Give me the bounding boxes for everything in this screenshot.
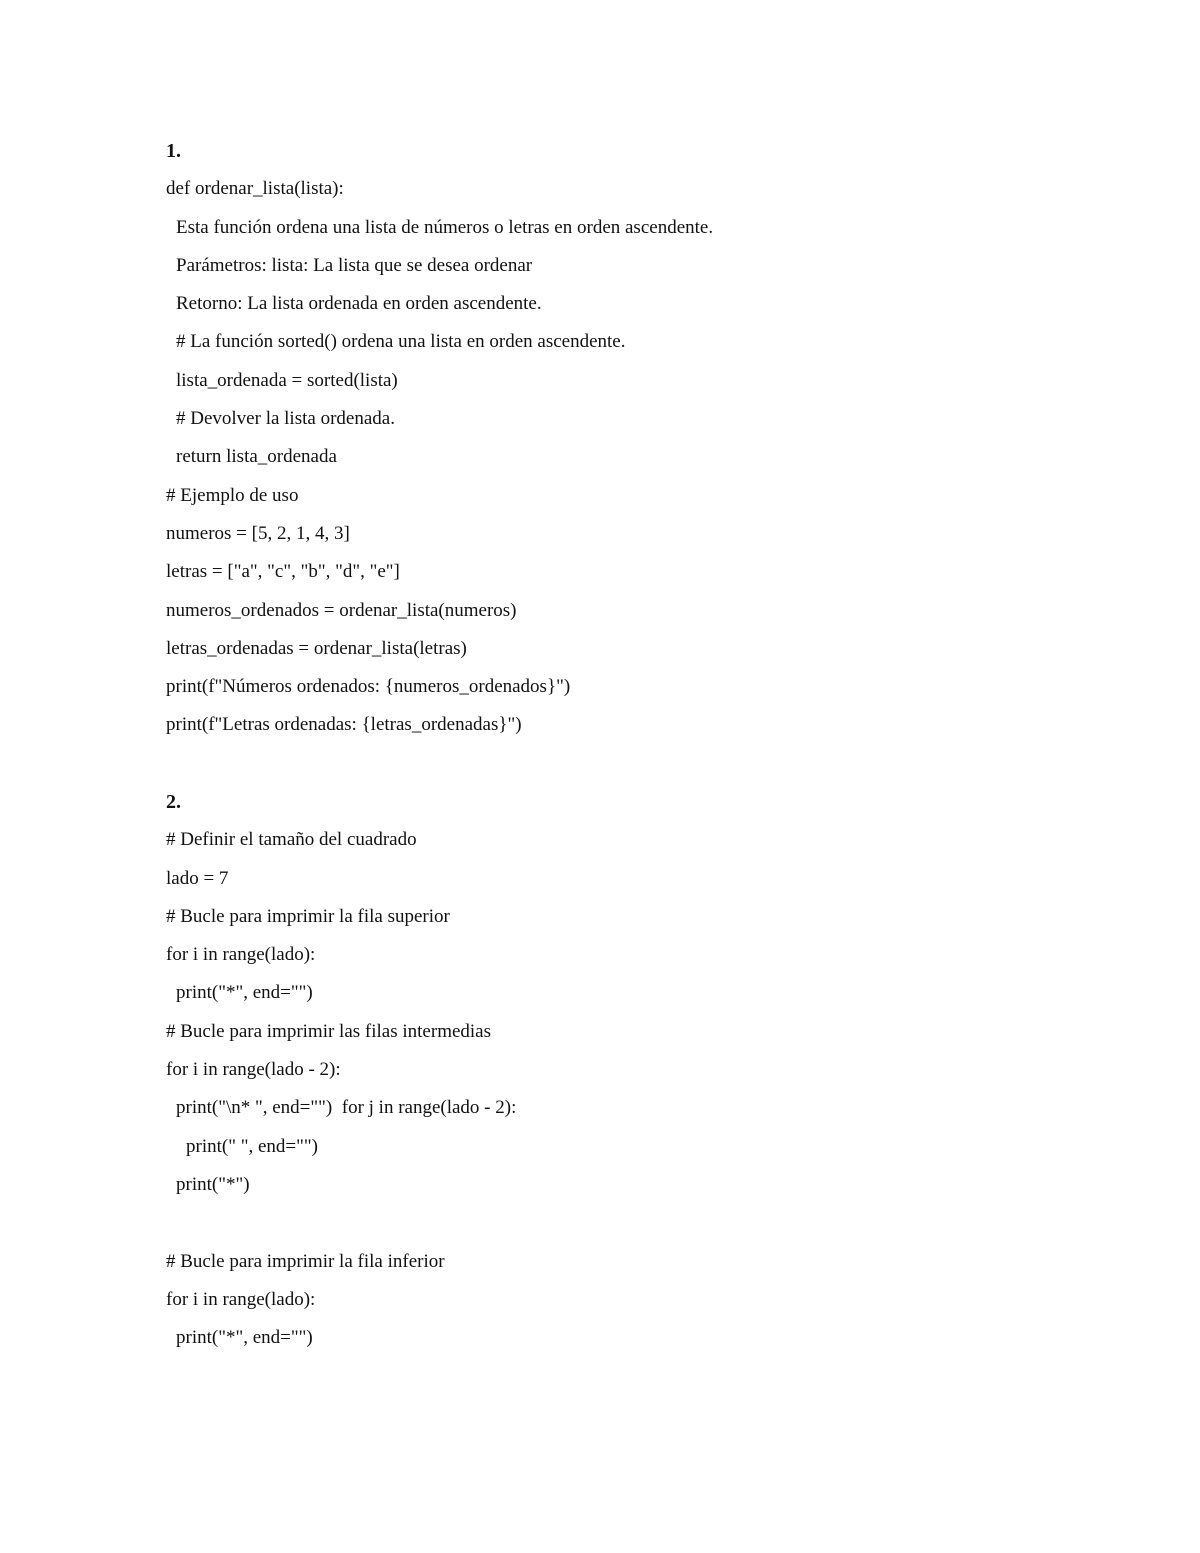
code-line: for i in range(lado - 2): bbox=[166, 1059, 341, 1081]
code-line: # Bucle para imprimir las filas intermedias bbox=[166, 1020, 492, 1042]
section-1-heading: 1. bbox=[166, 140, 181, 162]
code-line: letras = ["a", "c", "b", "d", "e"] bbox=[166, 561, 400, 583]
code-line: print(" ", end="") bbox=[186, 1135, 318, 1157]
code-line: for i in range(lado): bbox=[166, 944, 316, 966]
code-line: Parámetros: lista: La lista que se desea ordenar bbox=[176, 254, 533, 276]
code-line: return lista_ordenada bbox=[176, 446, 337, 468]
code-line: for i in range(lado): bbox=[166, 1288, 316, 1310]
section-2-heading: 2. bbox=[166, 791, 181, 813]
code-line: # Ejemplo de uso bbox=[166, 484, 299, 506]
code-line: print("\n* ", end="") for j in range(lado - 2): bbox=[176, 1097, 517, 1119]
section-2 bbox=[166, 783, 1066, 1357]
code-line: Retorno: La lista ordenada en orden ascendente. bbox=[176, 293, 542, 315]
blank-line bbox=[166, 1204, 1066, 1242]
code-line: print("*", end="") bbox=[176, 1327, 313, 1349]
code-line: letras_ordenadas = ordenar_lista(letras) bbox=[166, 637, 467, 659]
code-line: lista_ordenada = sorted(lista) bbox=[176, 369, 398, 391]
code-line: numeros_ordenados = ordenar_lista(numeros) bbox=[166, 599, 517, 621]
code-line: lado = 7 bbox=[166, 867, 229, 889]
code-line: # Bucle para imprimir la fila superior bbox=[166, 905, 450, 927]
code-line: # Devolver la lista ordenada. bbox=[176, 408, 395, 430]
code-line: print("*") bbox=[176, 1173, 250, 1195]
code-line: print(f"Números ordenados: {numeros_ordenados}") bbox=[166, 676, 571, 698]
code-line: # Bucle para imprimir la fila inferior bbox=[166, 1250, 445, 1272]
code-line: def ordenar_lista(lista): bbox=[166, 178, 344, 200]
code-line: print(f"Letras ordenadas: {letras_ordenadas}") bbox=[166, 714, 522, 736]
code-line: # La función sorted() ordena una lista en orden ascendente. bbox=[176, 331, 626, 353]
code-line: numeros = [5, 2, 1, 4, 3] bbox=[166, 522, 350, 544]
code-line: print("*", end="") bbox=[176, 982, 313, 1004]
section-1 bbox=[166, 132, 1066, 745]
code-line: Esta función ordena una lista de números o letras en orden ascendente. bbox=[176, 216, 714, 238]
code-line: # Definir el tamaño del cuadrado bbox=[166, 829, 417, 851]
